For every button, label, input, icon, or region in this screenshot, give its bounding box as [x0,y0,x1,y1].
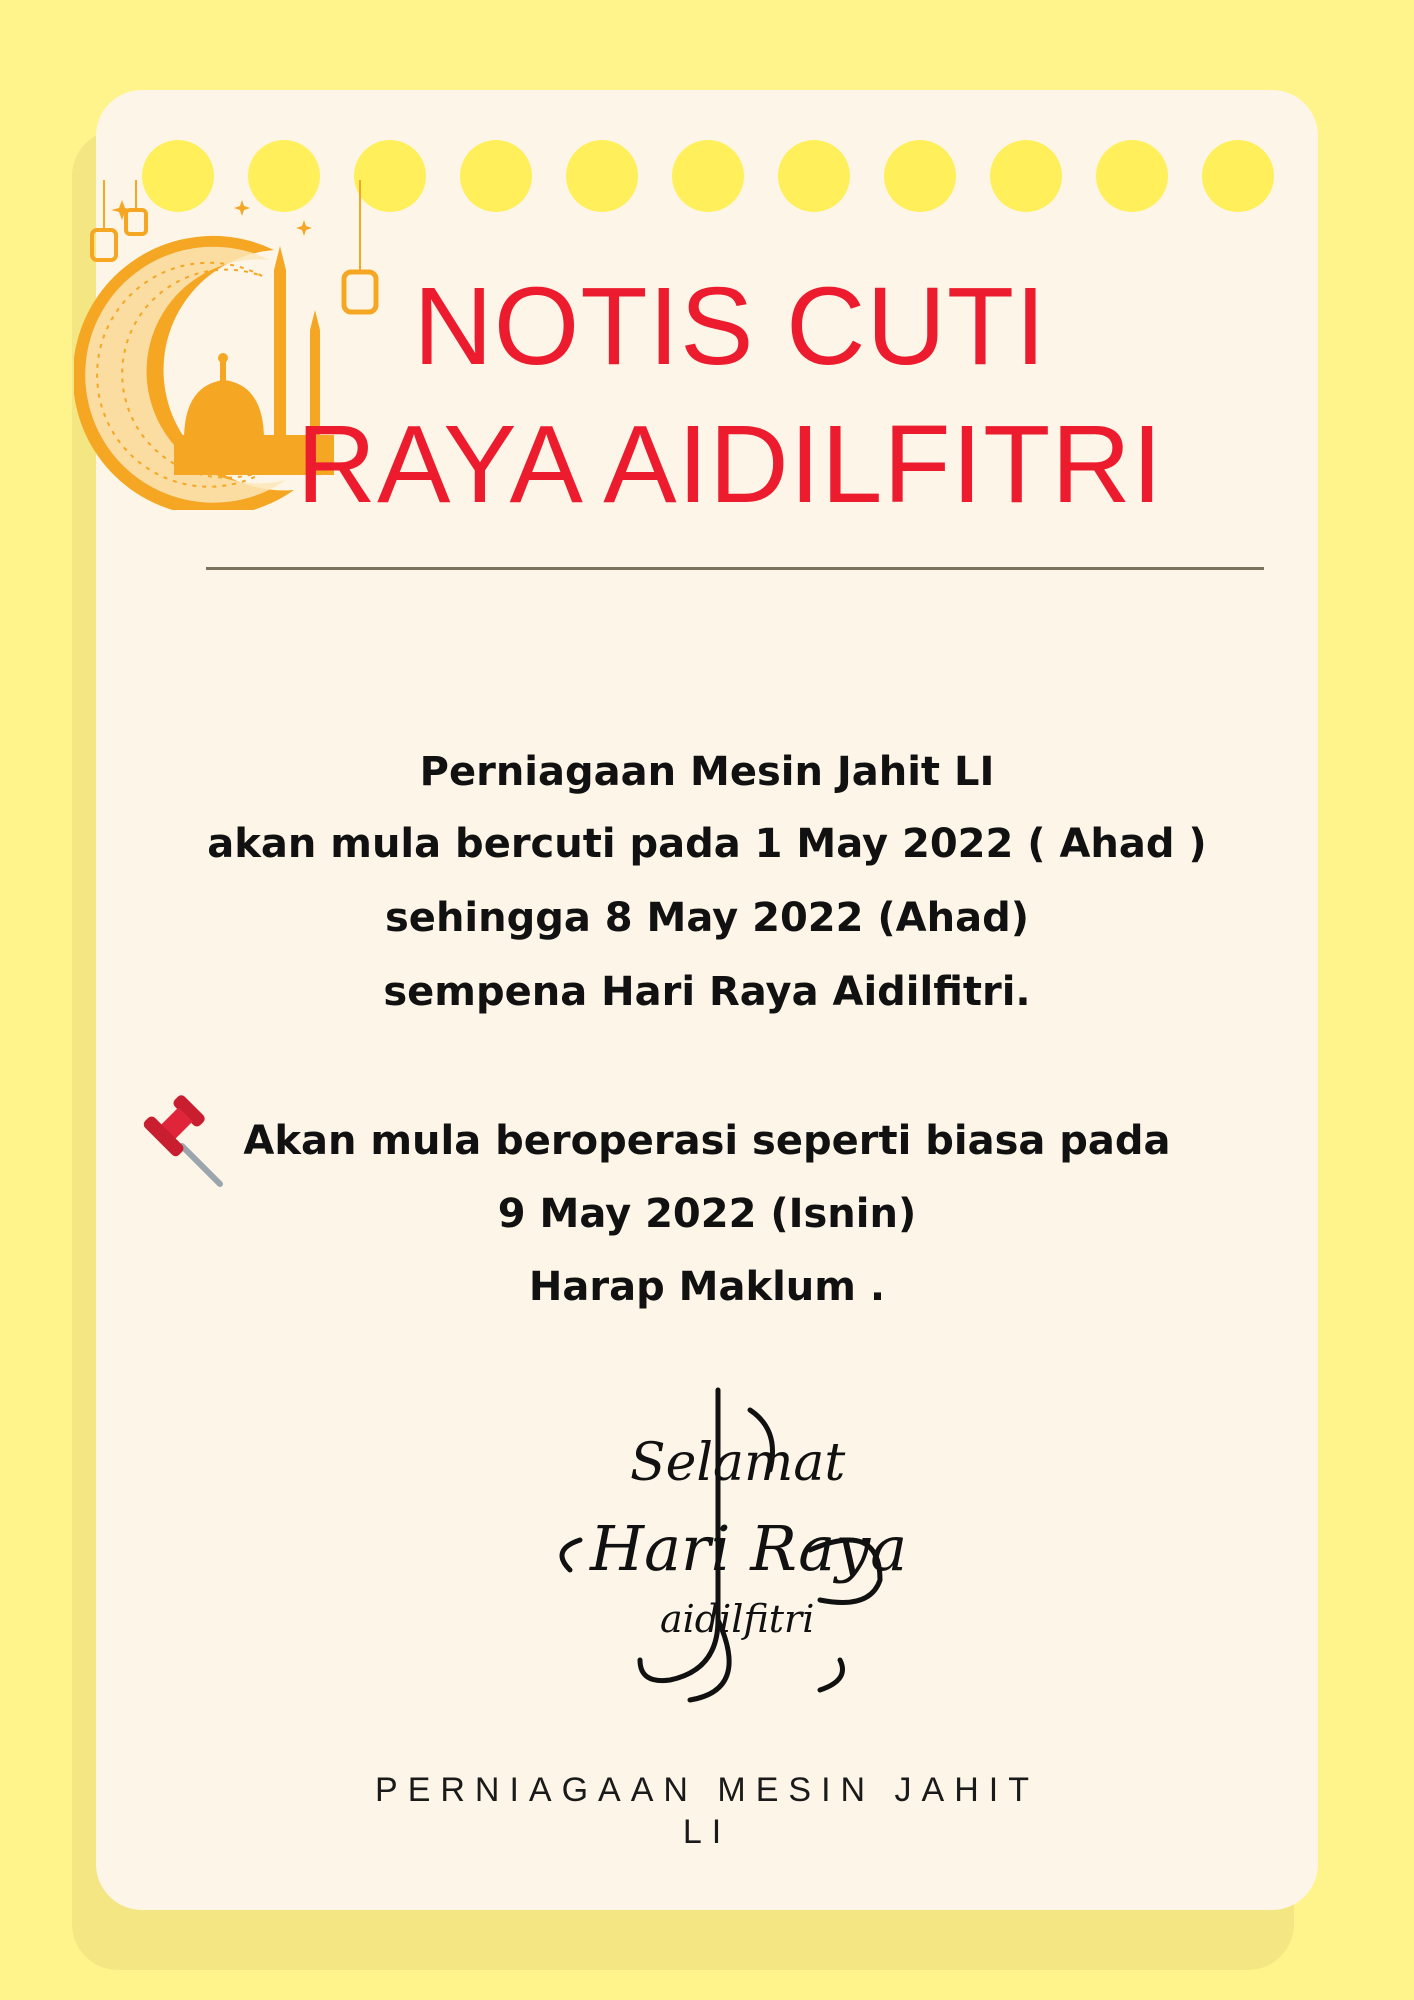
divider [206,567,1264,570]
resume-notice: Akan mula beroperasi seperti biasa pada [243,1118,1171,1164]
leave-end: sehingga 8 May 2022 (Ahad) [385,895,1029,941]
decor-dot [1096,140,1168,212]
resume-date: 9 May 2022 (Isnin) [497,1191,917,1237]
title-line-2: RAYA AIDILFITRI [296,403,1164,526]
calligraphy-word-aidilfitri: aidilfitri [660,1597,815,1641]
footer-business-name: PERNIAGAAN MESIN JAHIT [375,1771,1039,1809]
business-name: Perniagaan Mesin Jahit LI [419,749,995,795]
calligraphy-word-selamat: Selamat [630,1433,846,1493]
calligraphy-word-hari-raya: Hari Raya [590,1512,908,1585]
leave-start: akan mula bercuti pada 1 May 2022 ( Ahad ) [207,821,1207,867]
title-line-1: NOTIS CUTI [413,265,1047,388]
decor-dot [884,140,956,212]
decor-dot [460,140,532,212]
occasion: sempena Hari Raya Aidilfitri. [383,969,1031,1015]
harap-maklum: Harap Maklum . [528,1264,886,1310]
footer-business-suffix: LI [682,1813,732,1851]
calligraphy-logo [550,1370,930,1720]
decor-dot [1202,140,1274,212]
decor-dot [672,140,744,212]
decor-dot [990,140,1062,212]
decor-dot [566,140,638,212]
decor-dot [778,140,850,212]
